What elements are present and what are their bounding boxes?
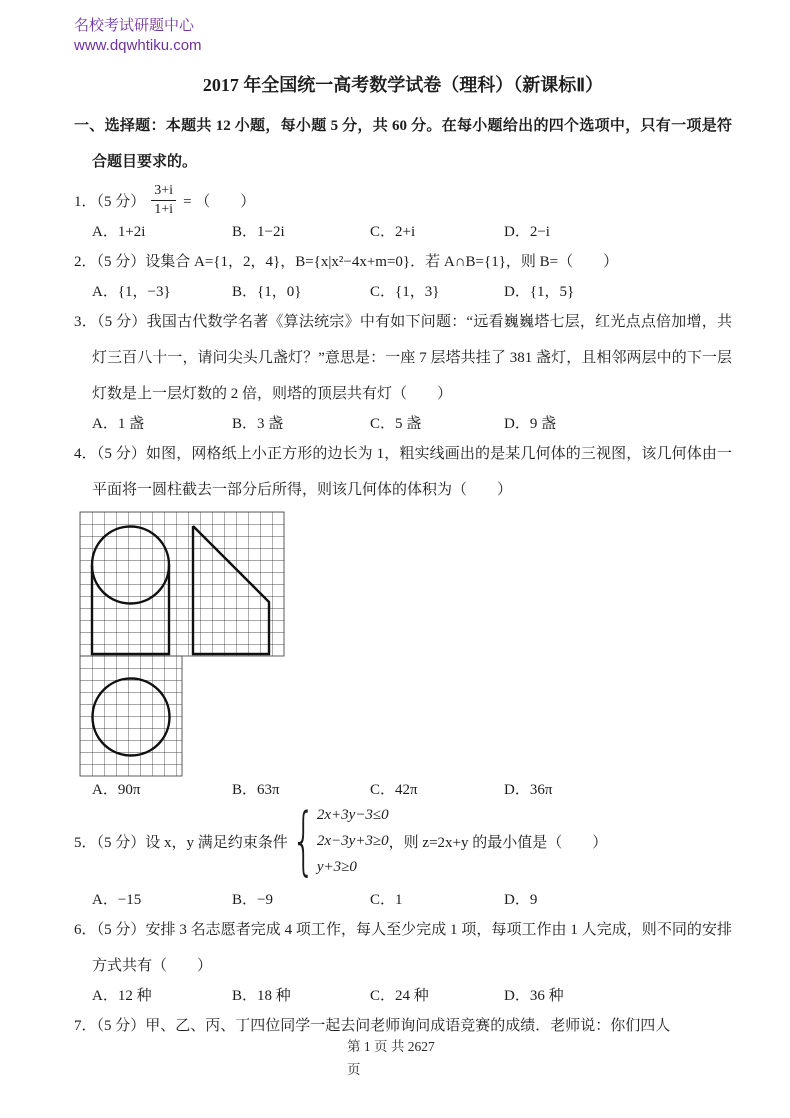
site-name: 名校考试研题中心 (74, 17, 195, 34)
question-3-options (74, 412, 732, 436)
option-a: A．90π (92, 782, 141, 798)
stem-text: 如图，网格纸上小正方形的边长为 1，粗实线画出的是某几何体的三视图，该几何体由一平面将一圆柱截去一部分后所得，则该几何体的体积为（ ） (92, 446, 732, 498)
option-b: B．63π (232, 782, 280, 798)
question-number: 4．（5 分） (74, 446, 146, 462)
footer-page-indicator (347, 1035, 435, 1081)
constraint-3: y+3≥0 (316, 859, 357, 875)
option-d: D．36π (504, 782, 553, 798)
footer-line-1: 第 1 页 共 2627 (347, 1039, 435, 1054)
question-number: 6．（5 分） (74, 922, 146, 938)
question-number: 1．（5 分） (74, 193, 146, 210)
grid-paper-bottom (80, 656, 182, 776)
option-d: D．{1，5} (504, 284, 575, 300)
option-a: A．−15 (92, 892, 142, 908)
question-5-options (74, 888, 732, 912)
option-c: C．5 盏 (370, 416, 422, 432)
option-d: D．2−i (504, 224, 550, 240)
question-6-options (74, 984, 732, 1008)
stem-prefix: 设 x，y 满足约束条件 (145, 834, 288, 851)
option-b: B．1−2i (232, 224, 285, 240)
question-5-stem (74, 798, 732, 884)
question-number: 5．（5 分） (74, 834, 146, 851)
option-c: C．{1，3} (370, 284, 440, 300)
question-2 (74, 244, 732, 304)
option-b: B．3 盏 (232, 416, 284, 432)
footer-line-2: 页 (347, 1062, 361, 1077)
question-4-stem (74, 436, 732, 508)
question-4-options (74, 778, 732, 802)
question-1-stem (74, 180, 732, 220)
option-d: D．36 种 (504, 988, 564, 1004)
option-a: A．12 种 (92, 988, 152, 1004)
question-1-options (74, 220, 732, 244)
option-d: D．9 盏 (504, 416, 557, 432)
stem-text: 甲、乙、丙、丁四位同学一起去问老师询问成语竞赛的成绩．老师说：你们四人 (145, 1018, 671, 1034)
fraction (151, 182, 176, 218)
question-4 (74, 436, 732, 802)
stem-suffix: ，则 z=2x+y 的最小值是（ ） (388, 834, 608, 851)
option-d: D．9 (504, 892, 538, 908)
site-header (74, 16, 732, 56)
option-c: C．42π (370, 782, 418, 798)
option-c: C．1 (370, 892, 403, 908)
stem-text: 我国古代数学名著《算法统宗》中有如下问题：“远看巍巍塔七层，红光点点倍加增，共灯三百八十一，请问尖头几盏灯？”意思是：一座 7 层塔共挂了 381 盏灯，且相邻两层中的下一层灯数是上一层灯数的 2 倍，则塔的顶层共有灯（ ） (92, 314, 732, 402)
stem-text: 安排 3 名志愿者完成 4 项工作，每人至少完成 1 项，每项工作由 1 人完成，则不同的安排方式共有（ ） (92, 922, 732, 974)
grid-paper-top (80, 512, 284, 656)
option-b: B．−9 (232, 892, 273, 908)
option-a: A．{1，−3} (92, 284, 171, 300)
page-content (0, 16, 790, 1044)
option-a: A．1+2i (92, 224, 146, 240)
question-6-stem (74, 912, 732, 984)
option-b: B．18 种 (232, 988, 291, 1004)
three-view-grid-figure (78, 510, 732, 778)
option-c: C．2+i (370, 224, 416, 240)
constraint-2: 2x−3y+3≥0 (316, 833, 389, 849)
option-c: C．24 种 (370, 988, 429, 1004)
fraction-numerator: 3+i (151, 182, 176, 201)
question-5 (74, 798, 732, 912)
question-6 (74, 912, 732, 1008)
option-b: B．{1，0} (232, 284, 302, 300)
question-number: 3．（5 分） (74, 314, 147, 330)
question-2-stem (74, 244, 732, 280)
question-1 (74, 180, 732, 244)
constraint-1: 2x+3y−3≤0 (316, 807, 389, 823)
question-number: 7．（5 分） (74, 1018, 146, 1034)
left-brace: { (291, 798, 316, 884)
question-number: 2．（5 分） (74, 254, 146, 270)
question-3-stem (74, 304, 732, 412)
three-view-diagram (78, 510, 288, 778)
option-a: A．1 盏 (92, 416, 145, 432)
section-intro: 一、选择题：本题共 12 小题，每小题 5 分，共 60 分。在每小题给出的四个选项中，只有一项是符合题目要求的。 (74, 118, 732, 170)
constraint-system (317, 802, 389, 880)
stem-suffix: = （ ） (183, 193, 256, 210)
page-title: 2017 年全国统一高考数学试卷（理科）（新课标Ⅱ） (202, 75, 604, 95)
site-url: www.dqwhtiku.com (74, 37, 202, 54)
question-2-options (74, 280, 732, 304)
question-3 (74, 304, 732, 436)
fraction-denominator: 1+i (154, 202, 174, 217)
stem-text: 设集合 A={1，2，4}，B={x|x²−4x+m=0}．若 A∩B={1}，则 B=（ ） (145, 254, 619, 270)
